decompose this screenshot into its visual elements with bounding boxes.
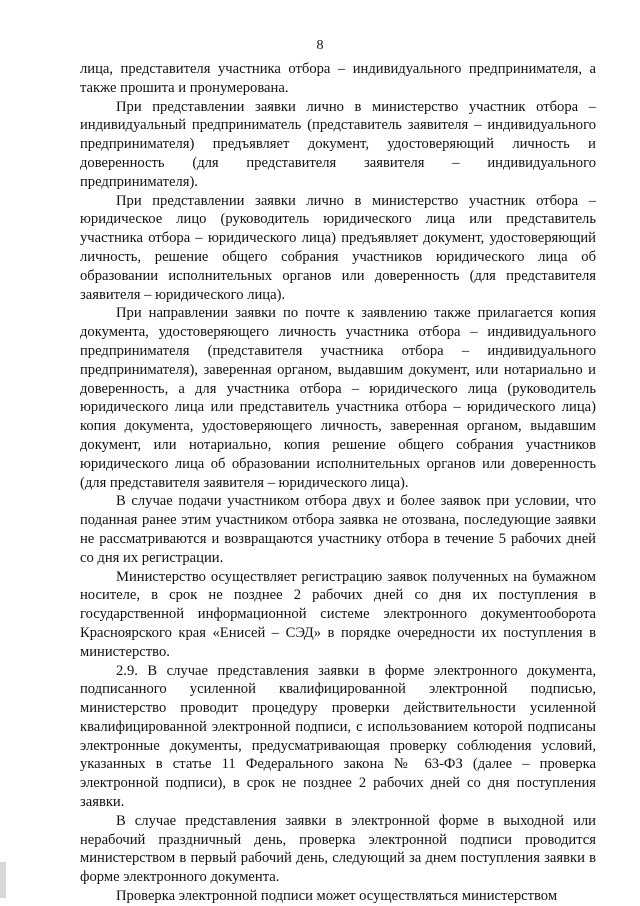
- paragraph-last: Проверка электронной подписи может осуществляться министерством: [116, 888, 558, 905]
- paragraph: лица, представителя участника отбора – индивидуального предпринимателя, а также прошита и пронумерована.: [80, 61, 596, 96]
- paragraph: В случае представления заявки в электронной форме в выходной или нерабочий праздничный день, проверка электронной подписи проводится министерством в первый рабочий день, следующий за днем поступления заявки в форме электронного документа.: [80, 812, 596, 886]
- page-number: 8: [316, 38, 324, 53]
- paragraph: При представлении заявки лично в министерство участник отбора – индивидуальный предприниматель (представитель заявителя – индивидуального предпринимателя) предъявляет документ, удостоверяющий личность и доверенность (для представителя заявителя – индивидуального предпринимателя).: [80, 98, 596, 190]
- scan-edge-mark: [0, 862, 6, 898]
- paragraph: Министерство осуществляет регистрацию заявок полученных на бумажном носителе, в срок не позднее 2 рабочих дней со дня их поступления в государственной информационной системе электронного документооборота Красноярского края «Енисей – СЭД» в порядке очередности их поступления в министерство.: [80, 568, 596, 660]
- paragraph: При представлении заявки лично в министерство участник отбора – юридическое лицо (руководитель юридического лица или представитель участника отбора – юридического лица) предъявляет документ, удостоверяющий личность, решение общего собрания участников юридического лица об образовании исполнительных органов или доверенность (для представителя заявителя – юридического лица).: [80, 192, 596, 303]
- paragraph: 2.9. В случае представления заявки в форме электронного документа, подписанного усиленной квалифицированной электронной подписью, министерство проводит процедуру проверки действительности усиленной квалифицированной электронной подписи, с использованием которой подписаны электронные документы, предусматривающая проверку соблюдения условий, указанных в статье 11 Федерального закона № 63-ФЗ (далее – проверка электронной подписи), в срок не позднее 2 рабочих дней со дня поступления заявки.: [80, 662, 596, 811]
- paragraph: При направлении заявки по почте к заявлению также прилагается копия документа, удостоверяющего личность участника отбора – индивидуального предпринимателя (представителя участника отбора – индивидуального предпринимателя), заверенная органом, выдавшим документ, или нотариально и доверенность, а для участника отбора – юридического лица (руководитель юридического лица или представитель участника отбора – юридического лица) копия документа, удостоверяющего личность, заверенная органом, выдавшим документ, или нотариально, копия решение общего собрания участников юридического лица об образовании исполнительных органов или доверенность (для представителя заявителя – юридического лица).: [80, 305, 596, 491]
- paragraph: В случае подачи участником отбора двух и более заявок при условии, что поданная ранее этим участником отбора заявка не отозвана, последующие заявки не рассматриваются и возвращаются участнику отбора в течение 5 рабочих дней со дня их регистрации.: [80, 493, 596, 566]
- document-body: [80, 60, 596, 906]
